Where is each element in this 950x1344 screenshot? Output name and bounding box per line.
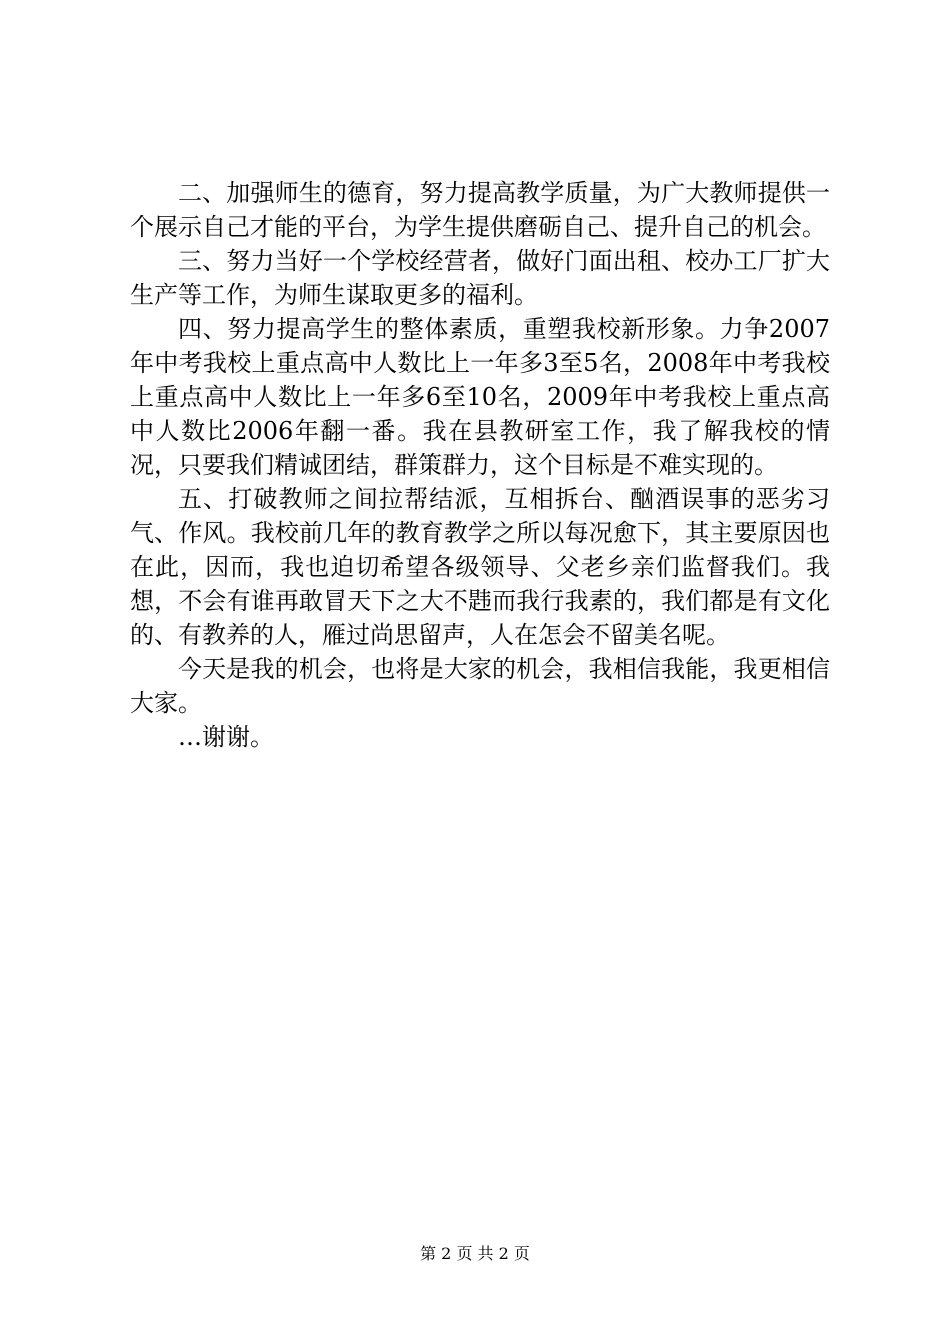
paragraph-2: 二、加强师生的德育，努力提高教学质量，为广大教师提供一个展示自己才能的平台，为学生提供磨砺自己、提升自己的机会。 bbox=[130, 179, 830, 241]
document-body bbox=[130, 176, 830, 754]
paragraph-3: 三、努力当好一个学校经营者，做好门面出租、校办工厂扩大生产等工作，为师生谋取更多的福利。 bbox=[130, 247, 830, 309]
paragraph-thanks: …谢谢。 bbox=[178, 723, 274, 751]
page-footer: 第 2 页 共 2 页 bbox=[420, 1244, 530, 1263]
paragraph-closing: 今天是我的机会，也将是大家的机会，我相信我能，我更相信大家。 bbox=[130, 655, 830, 717]
paragraph-5: 五、打破教师之间拉帮结派，互相拆台、酗酒误事的恶劣习气、作风。我校前几年的教育教学之所以每况愈下，其主要原因也在此，因而，我也迫切希望各级领导、父老乡亲们监督我们。我想，不会有谁再敢冒天下之大不韪而我行我素的，我们都是有文化的、有教养的人，雁过尚思留声，人在怎会不留美名呢。 bbox=[130, 485, 830, 649]
paragraph-4: 四、努力提高学生的整体素质，重塑我校新形象。力争2007年中考我校上重点高中人数比上一年多3至5名，2008年中考我校上重点高中人数比上一年多6至10名，2009年中考我校上重点高中人数比2006年翻一番。我在县教研室工作，我了解我校的情况，只要我们精诚团结，群策群力，这个目标是不难实现的。 bbox=[130, 315, 830, 479]
